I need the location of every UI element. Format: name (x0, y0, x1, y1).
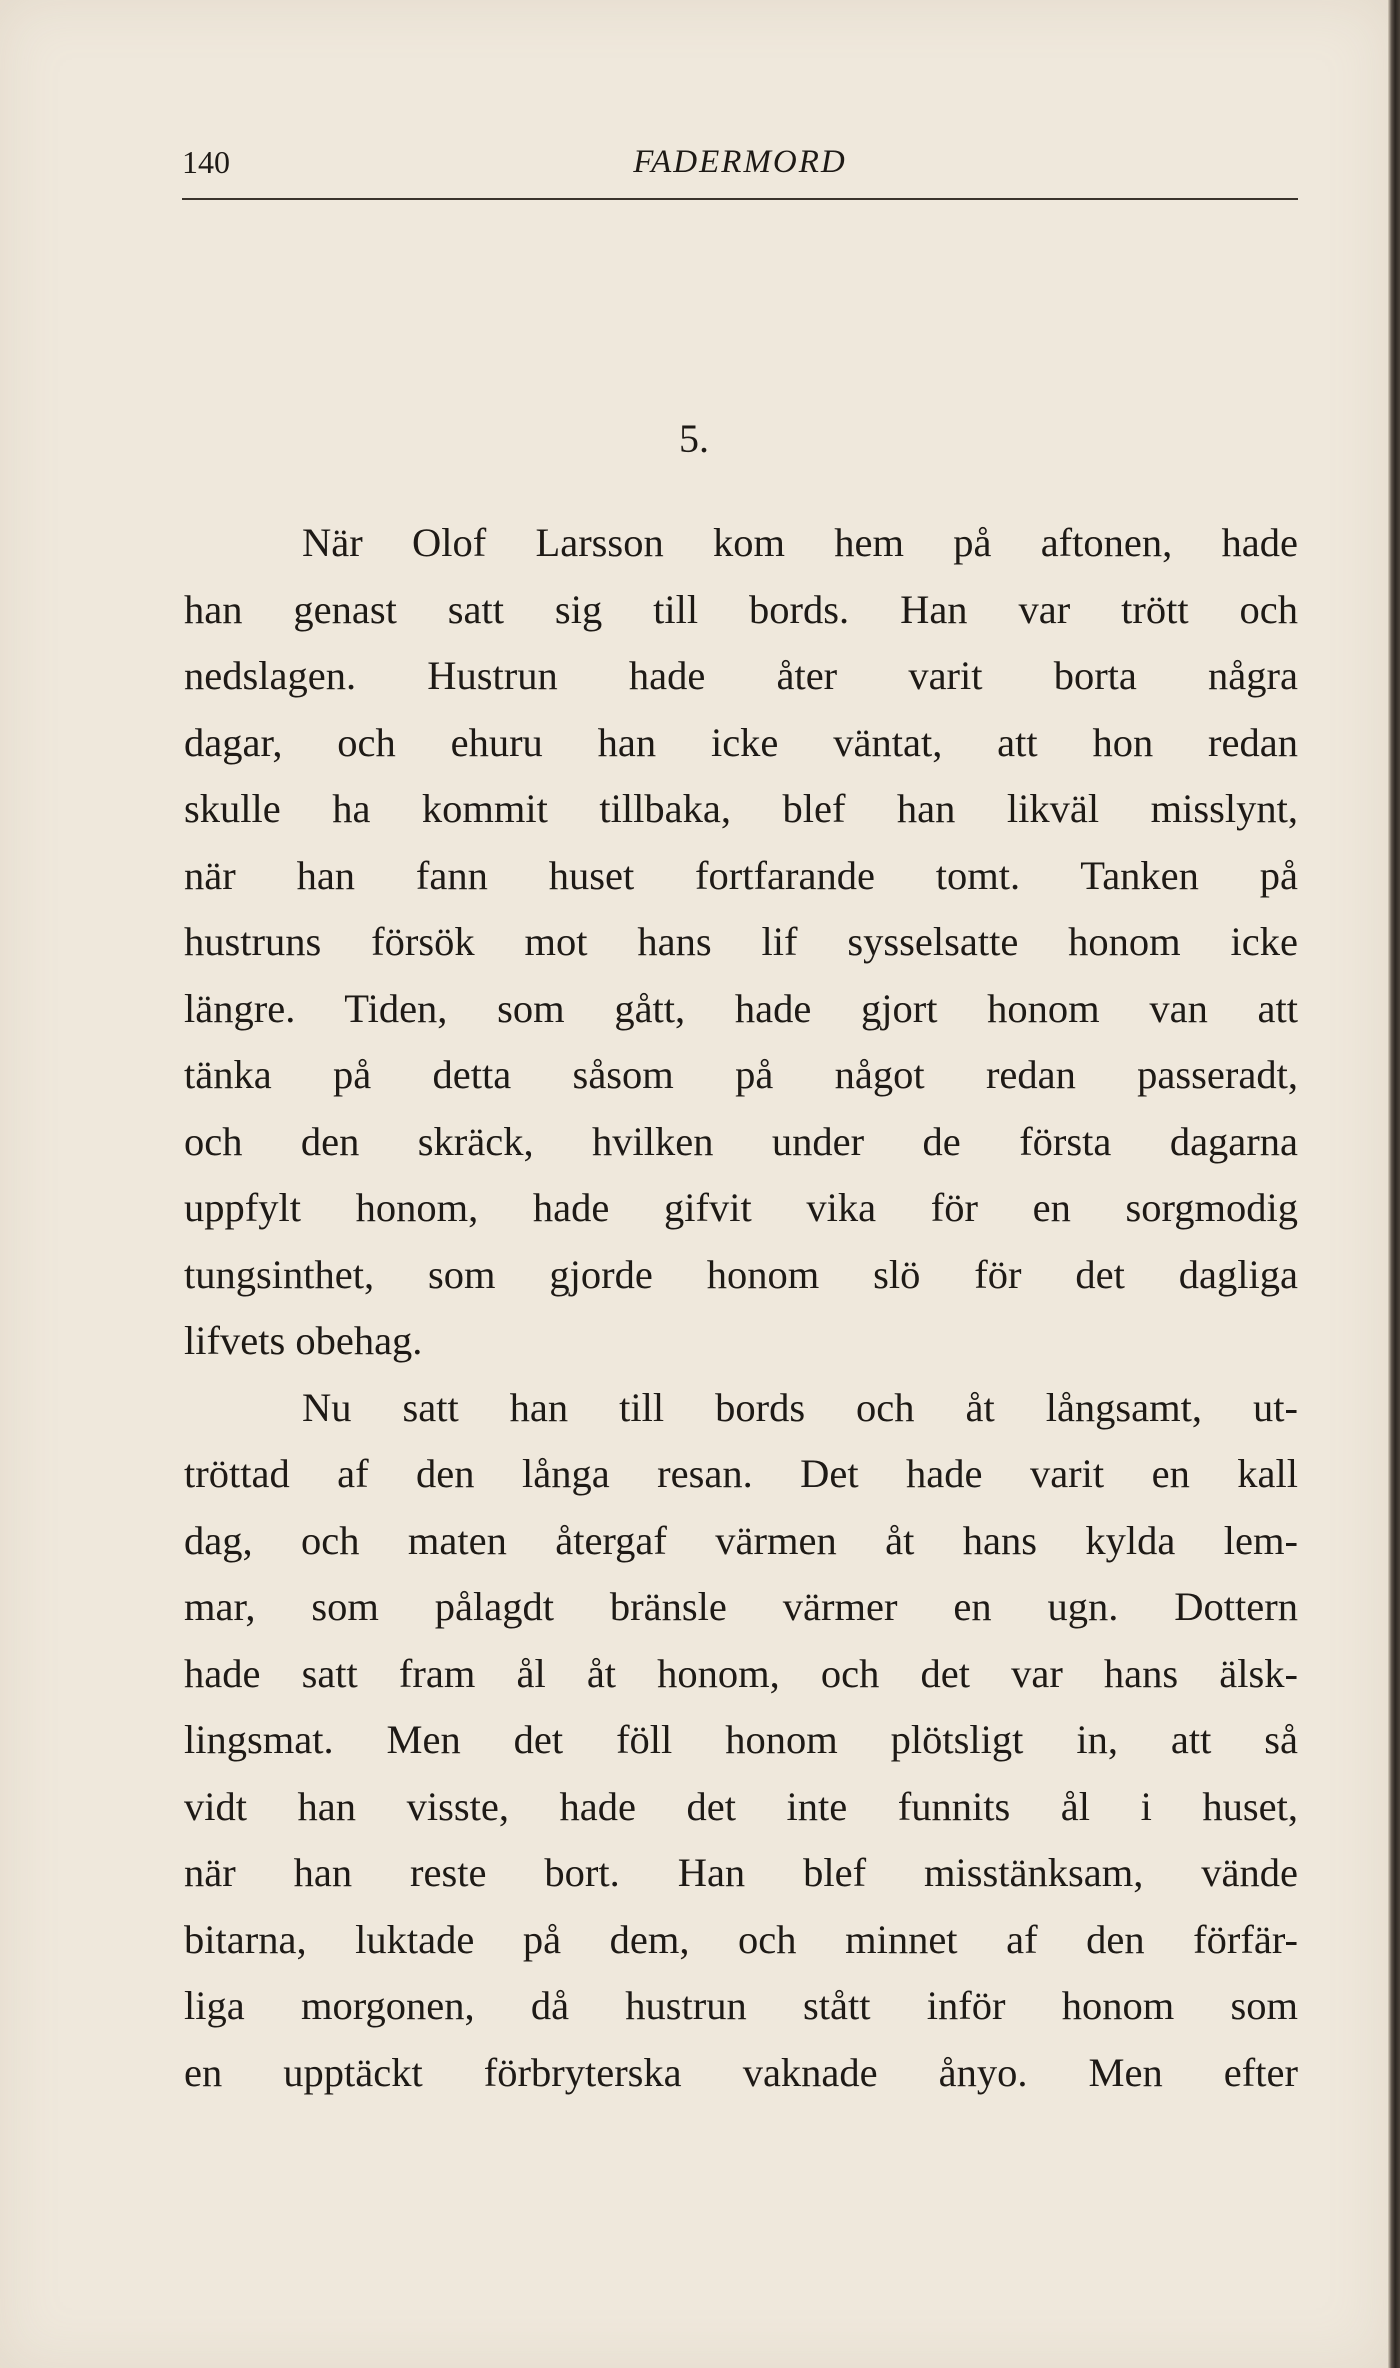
text-line: dag, och maten återgaf värmen åt hans kylda lem- (184, 1517, 1298, 1563)
text-line: tänka på detta såsom på något redan passeradt, (184, 1052, 1298, 1097)
text-line: mar, som pålagdt bränsle värmer en ugn. Dottern (184, 1584, 1298, 1629)
text-line: lifvets obehag. (184, 1318, 423, 1363)
paragraph (184, 510, 1298, 1375)
text-line: bitarna, luktade på dem, och minnet af den förfär- (184, 1916, 1298, 1962)
text-line: tungsinthet, som gjorde honom slö för det dagliga (184, 1251, 1298, 1297)
text-line: längre. Tiden, som gått, hade gjort honom van att (184, 985, 1298, 1031)
text-line: en upptäckt förbryterska vaknade ånyo. Men efter (184, 2049, 1298, 2095)
text-line: skulle ha kommit tillbaka, blef han likväl misslynt, (184, 786, 1298, 831)
text-line: nedslagen. Hustrun hade åter varit borta några (184, 653, 1298, 698)
body-text (184, 510, 1298, 2106)
text-line: han genast satt sig till bords. Han var trött och (184, 586, 1298, 632)
text-line: uppfylt honom, hade gifvit vika för en sorgmodig (184, 1185, 1298, 1230)
paragraph (184, 1375, 1298, 2107)
text-line: När Olof Larsson kom hem på aftonen, hade (302, 520, 1298, 565)
text-line: lingsmat. Men det föll honom plötsligt in, att så (184, 1717, 1298, 1762)
text-line: tröttad af den långa resan. Det hade varit en kall (184, 1451, 1298, 1496)
page-number: 140 (182, 144, 230, 180)
text-line: när han fann huset fortfarande tomt. Tanken på (184, 852, 1298, 898)
page-edge (1388, 0, 1400, 2368)
text-line: dagar, och ehuru han icke väntat, att hon redan (184, 719, 1298, 765)
text-line: vidt han visste, hade det inte funnits ål i huset, (184, 1783, 1298, 1829)
running-title: FADERMORD (633, 144, 847, 180)
text-line: liga morgonen, då hustrun stått inför honom som (184, 1983, 1298, 2028)
text-line: Nu satt han till bords och åt långsamt, ut- (302, 1384, 1298, 1430)
text-line: hustruns försök mot hans lif sysselsatte honom icke (184, 919, 1298, 964)
page-header (182, 138, 1298, 198)
text-line: och den skräck, hvilken under de första dagarna (184, 1118, 1298, 1164)
text-line: när han reste bort. Han blef misstänksam, vände (184, 1850, 1298, 1895)
text-line: hade satt fram ål åt honom, och det var hans älsk- (184, 1650, 1298, 1696)
header-rule (182, 198, 1298, 200)
section-number: 5. (679, 416, 709, 461)
